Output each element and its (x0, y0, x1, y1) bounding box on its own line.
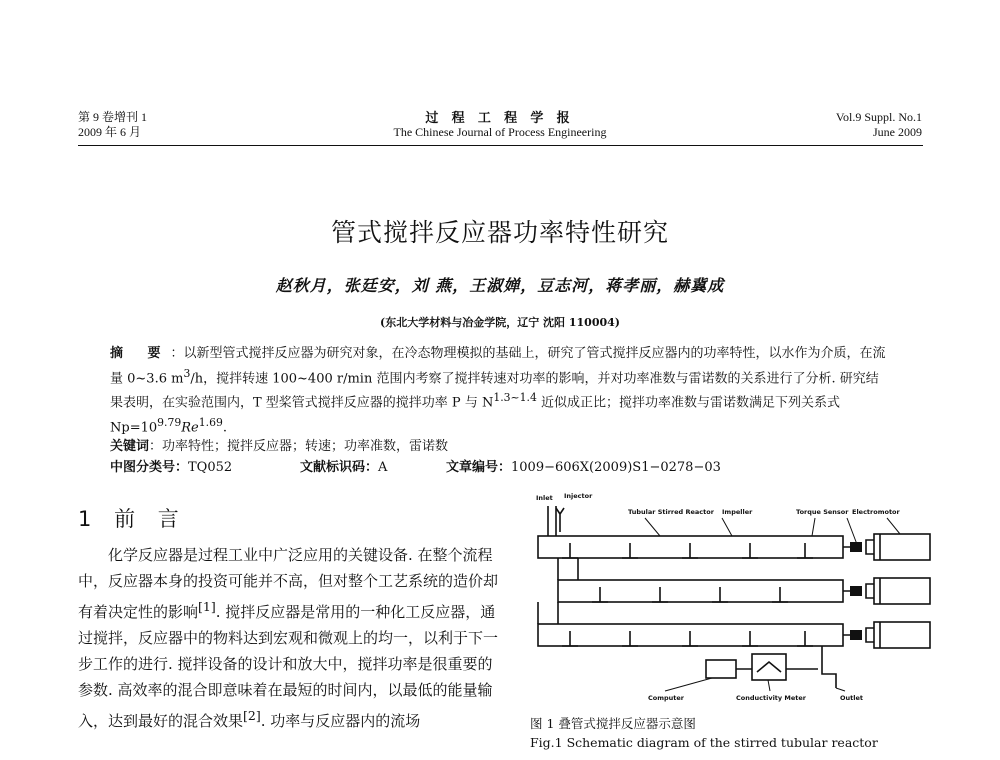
body-text (78, 542, 498, 734)
label-electromotor: Electromotor (852, 508, 900, 516)
abstract-label: 摘 要 (110, 346, 171, 361)
figure-caption-cn: 图 1 叠管式搅拌反应器示意图 (530, 716, 696, 731)
article-value: 1009−606X(2009)S1−0278−03 (511, 460, 721, 475)
clc-label: 中图分类号： (110, 460, 189, 475)
issue-date-en: June 2009 (873, 125, 922, 139)
doc-label: 文献标识码： (300, 460, 379, 475)
clc-code (110, 458, 232, 477)
label-torque-sensor: Torque Sensor (796, 508, 849, 516)
abstract-text-3: 近似成正比；搅拌功率准数与雷诺数满足下列关系式 Np=10 (110, 395, 840, 436)
body-text-1: 化学反应器是过程工业中广泛应用的关键设备. 在整个流程中，反应器本身的投资可能并不高，但对整个工艺系统的造价却有着决定性的影响 (78, 546, 499, 621)
ref-2: [2] (243, 708, 261, 723)
body-text-2: . 搅拌反应器是常用的一种化工反应器，通过搅拌，反应器中的物料达到宏观和微观上的均一，以利于下一步工作的进行. 搅拌设备的设计和放大中，搅拌功率是很重要的参数. 高效率的混合即意味着在最短的时间内，以最低的能量输入，达到最好的混合效果 (78, 603, 499, 730)
impellers-tube-2 (592, 587, 788, 602)
abstract (110, 344, 890, 438)
issue-volume-en: Vol.9 Suppl. No.1 (835, 110, 922, 124)
reactor-schematic (500, 488, 940, 710)
torque-sensor-2 (850, 586, 862, 596)
doc-value: A (378, 460, 388, 475)
paper-title: 管式搅拌反应器功率特性研究 (330, 218, 669, 247)
paper-affiliation: (东北大学材料与冶金学院，辽宁 沈阳 110004) (380, 316, 620, 329)
body-paragraph (78, 542, 498, 734)
torque-sensor-1 (850, 542, 862, 552)
impellers-tube-3 (562, 631, 813, 646)
ref-1: [1] (198, 599, 216, 614)
section-number: 1 (78, 507, 100, 531)
keywords-label: 关键词 (110, 439, 150, 454)
keywords-text: ：功率特性；搅拌反应器；转速；功率准数，雷诺数 (149, 439, 449, 454)
issue-volume: 第 9 卷增刊 1 (78, 110, 148, 124)
journal-issue-info (78, 110, 147, 140)
journal-name (300, 110, 700, 140)
electromotor-2 (874, 578, 930, 604)
doc-code (300, 458, 387, 477)
paper-authors: 赵秋月，张廷安，刘 燕，王淑婵，豆志河，蒋孝丽，赫冀成 (275, 276, 725, 295)
header-rule (78, 145, 923, 146)
abstract-sup-n: 1.3~1.4 (493, 391, 537, 405)
article-label: 文章编号： (446, 460, 512, 475)
injector (556, 508, 564, 532)
bend-1 (558, 558, 578, 580)
bend-2 (538, 602, 558, 624)
journal-name-cn: 过 程 工 程 学 报 (425, 110, 575, 125)
keywords (110, 437, 890, 456)
label-impeller: Impeller (722, 508, 753, 516)
abstract-sup-flow: 3 (183, 366, 191, 380)
abstract-text-4: Re (181, 420, 199, 436)
issue-date: 2009 年 6 月 (78, 125, 142, 139)
impellers-tube-1 (562, 543, 813, 558)
torque-sensor-3 (850, 630, 862, 640)
abstract-text-5: . (222, 420, 228, 436)
computer-box (706, 660, 736, 678)
journal-issue-info-en (700, 110, 922, 140)
inlet-pipe (548, 506, 556, 536)
abstract-sup-re: 1.69 (198, 416, 223, 430)
electromotor-3 (874, 622, 930, 648)
section-heading (78, 503, 187, 533)
body-text-3: . 功率与反应器内的流场 (260, 712, 421, 730)
journal-name-en: The Chinese Journal of Process Engineering (393, 125, 607, 139)
clc-value: TQ052 (188, 460, 233, 475)
article-code (446, 458, 721, 477)
abstract-text-2: /h，搅拌转速 100~400 r/min 范围内考察了搅拌转速对功率的影响，并对功率准数与雷诺数的关系进行了分析. 研究结果表明，在实验范围内，T 型桨管式搅拌反应器的搅拌功率 P 与 N (110, 370, 879, 411)
label-computer: Computer (648, 694, 685, 702)
conductivity-meter-box (752, 654, 786, 680)
outlet-pipe (822, 646, 836, 688)
label-outlet: Outlet (840, 694, 864, 702)
label-inlet: Inlet (536, 494, 553, 502)
electromotor-1 (874, 534, 930, 560)
label-injector: Injector (564, 492, 593, 500)
figure-caption (530, 714, 930, 752)
figure-caption-en: Fig.1 Schematic diagram of the stirred tubular reactor (530, 735, 878, 750)
label-conductivity-meter: Conductivity Meter (736, 694, 807, 702)
drive-shafts (843, 547, 850, 635)
section-title: 前 言 (114, 507, 187, 531)
label-reactor: Tubular Stirred Reactor (628, 508, 714, 516)
abstract-sup-np: 9.79 (157, 416, 182, 430)
abstract-text-1: ：以新型管式搅拌反应器为研究对象，在冷态物理模拟的基础上，研究了管式搅拌反应器内的功率特性，以水作为介质，在流量 0~3.6 m (110, 346, 886, 386)
